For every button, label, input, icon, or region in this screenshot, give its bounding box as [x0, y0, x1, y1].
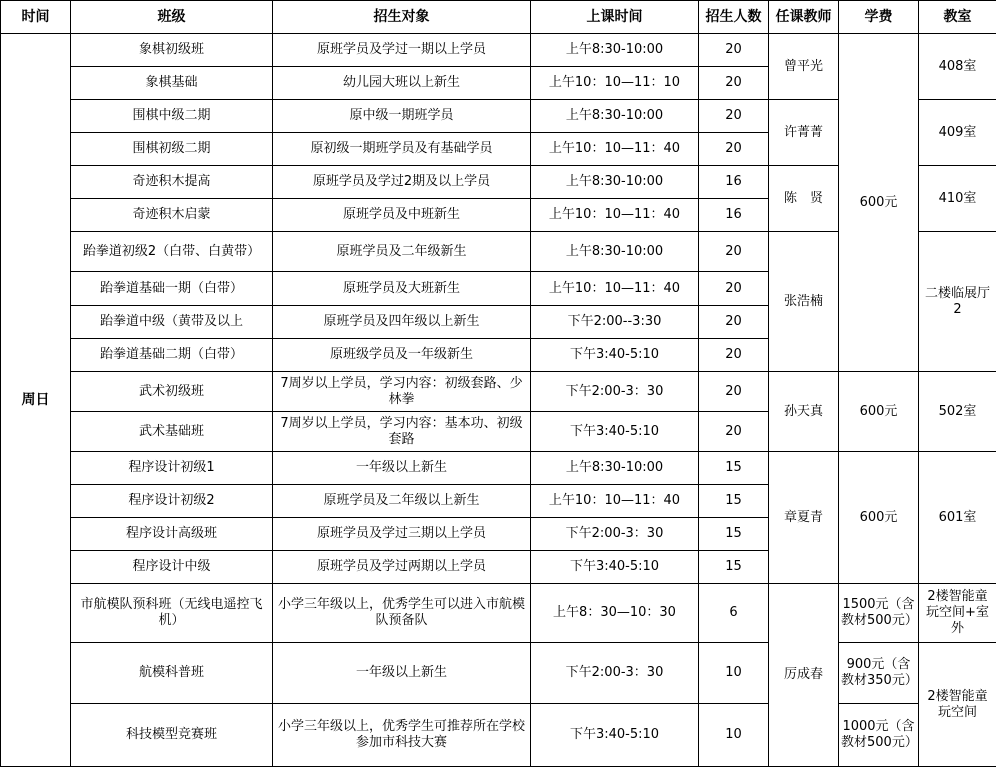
- class-cell: 武术基础班: [71, 412, 273, 452]
- time-cell: 上午8:30-10:00: [531, 166, 699, 199]
- count-cell: 15: [699, 551, 769, 584]
- time-cell: 上午8:30-10:00: [531, 452, 699, 485]
- time-cell: 上午8:30-10:00: [531, 100, 699, 133]
- room-cell: 2楼智能童玩空间+室外: [919, 584, 996, 643]
- target-cell: 原班学员及中班新生: [273, 199, 531, 232]
- class-cell: 科技模型竞赛班: [71, 704, 273, 767]
- time-cell: 上午10：10—11：40: [531, 199, 699, 232]
- header-fee: 学费: [839, 1, 919, 34]
- teacher-cell: 张浩楠: [769, 232, 839, 372]
- target-cell: 一年级以上新生: [273, 643, 531, 704]
- target-cell: 原初级一期班学员及有基础学员: [273, 133, 531, 166]
- time-cell: 下午3:40-5:10: [531, 551, 699, 584]
- header-teacher: 任课教师: [769, 1, 839, 34]
- class-cell: 程序设计初级2: [71, 485, 273, 518]
- target-cell: 7周岁以上学员，学习内容：基本功、初级套路: [273, 412, 531, 452]
- count-cell: 20: [699, 306, 769, 339]
- table-row: [1, 372, 996, 412]
- count-cell: 20: [699, 232, 769, 272]
- count-cell: 15: [699, 485, 769, 518]
- target-cell: 原班学员及四年级以上新生: [273, 306, 531, 339]
- target-cell: 原班学员及二年级以上新生: [273, 485, 531, 518]
- class-cell: 奇迹积木启蒙: [71, 199, 273, 232]
- target-cell: 小学三年级以上，优秀学生可推荐所在学校参加市科技大赛: [273, 704, 531, 767]
- teacher-cell: 孙天真: [769, 372, 839, 452]
- class-cell: 航模科普班: [71, 643, 273, 704]
- table-row: [1, 704, 996, 767]
- count-cell: 20: [699, 34, 769, 67]
- target-cell: 原班学员及学过2期及以上学员: [273, 166, 531, 199]
- header-room: 教室: [919, 1, 996, 34]
- target-cell: 原班级学员及一年级新生: [273, 339, 531, 372]
- teacher-cell: 陈 贤: [769, 166, 839, 232]
- count-cell: 15: [699, 452, 769, 485]
- room-cell: 502室: [919, 372, 996, 452]
- target-cell: 原班学员及学过一期以上学员: [273, 34, 531, 67]
- table-row: [1, 452, 996, 485]
- class-cell: 市航模队预科班（无线电遥控飞机）: [71, 584, 273, 643]
- fee-cell: 600元: [839, 452, 919, 584]
- count-cell: 6: [699, 584, 769, 643]
- time-cell: 上午10：10—11：40: [531, 485, 699, 518]
- class-cell: 奇迹积木提高: [71, 166, 273, 199]
- class-cell: 围棋中级二期: [71, 100, 273, 133]
- time-cell: 下午2:00-3：30: [531, 643, 699, 704]
- header-class-time: 上课时间: [531, 1, 699, 34]
- room-cell: 二楼临展厅2: [919, 232, 996, 372]
- time-cell: 下午2:00-3：30: [531, 518, 699, 551]
- count-cell: 10: [699, 643, 769, 704]
- class-cell: 程序设计中级: [71, 551, 273, 584]
- room-cell: 601室: [919, 452, 996, 584]
- target-cell: 小学三年级以上，优秀学生可以进入市航模队预备队: [273, 584, 531, 643]
- time-cell: 下午3:40-5:10: [531, 412, 699, 452]
- table-row: [1, 34, 996, 67]
- class-cell: 跆拳道基础一期（白带）: [71, 272, 273, 306]
- time-cell: 下午3:40-5:10: [531, 339, 699, 372]
- target-cell: 原班学员及二年级新生: [273, 232, 531, 272]
- count-cell: 16: [699, 199, 769, 232]
- class-cell: 程序设计高级班: [71, 518, 273, 551]
- class-cell: 象棋基础: [71, 67, 273, 100]
- room-cell: 408室: [919, 34, 996, 100]
- count-cell: 20: [699, 133, 769, 166]
- teacher-cell: 曾平光: [769, 34, 839, 100]
- count-cell: 16: [699, 166, 769, 199]
- class-cell: 象棋初级班: [71, 34, 273, 67]
- count-cell: 20: [699, 339, 769, 372]
- time-cell: 上午8:30-10:00: [531, 232, 699, 272]
- header-class: 班级: [71, 1, 273, 34]
- room-cell: 2楼智能童玩空间: [919, 643, 996, 767]
- time-cell: 上午10：10—11：10: [531, 67, 699, 100]
- target-cell: 幼儿园大班以上新生: [273, 67, 531, 100]
- count-cell: 20: [699, 100, 769, 133]
- fee-cell: 1000元（含教材500元）: [839, 704, 919, 767]
- day-cell: 周日: [1, 34, 71, 767]
- target-cell: 原中级一期班学员: [273, 100, 531, 133]
- header-target: 招生对象: [273, 1, 531, 34]
- room-cell: 410室: [919, 166, 996, 232]
- target-cell: 一年级以上新生: [273, 452, 531, 485]
- fee-cell: 600元: [839, 372, 919, 452]
- target-cell: 原班学员及学过两期以上学员: [273, 551, 531, 584]
- target-cell: 7周岁以上学员，学习内容：初级套路、少林拳: [273, 372, 531, 412]
- teacher-cell: 章夏青: [769, 452, 839, 584]
- count-cell: 10: [699, 704, 769, 767]
- count-cell: 20: [699, 412, 769, 452]
- header-time: 时间: [1, 1, 71, 34]
- table-row: [1, 584, 996, 643]
- fee-cell: 600元: [839, 34, 919, 372]
- fee-cell: 900元（含教材350元）: [839, 643, 919, 704]
- class-cell: 跆拳道初级2（白带、白黄带）: [71, 232, 273, 272]
- time-cell: 上午10：10—11：40: [531, 272, 699, 306]
- count-cell: 20: [699, 67, 769, 100]
- class-cell: 武术初级班: [71, 372, 273, 412]
- time-cell: 下午2:00--3:30: [531, 306, 699, 339]
- count-cell: 15: [699, 518, 769, 551]
- class-cell: 围棋初级二期: [71, 133, 273, 166]
- count-cell: 20: [699, 272, 769, 306]
- room-cell: 409室: [919, 100, 996, 166]
- class-cell: 程序设计初级1: [71, 452, 273, 485]
- time-cell: 下午2:00-3：30: [531, 372, 699, 412]
- time-cell: 上午8：30—10：30: [531, 584, 699, 643]
- class-cell: 跆拳道中级（黄带及以上: [71, 306, 273, 339]
- target-cell: 原班学员及学过三期以上学员: [273, 518, 531, 551]
- teacher-cell: 厉成春: [769, 584, 839, 767]
- teacher-cell: 许菁菁: [769, 100, 839, 166]
- time-cell: 上午8:30-10:00: [531, 34, 699, 67]
- fee-cell: 1500元（含教材500元）: [839, 584, 919, 643]
- target-cell: 原班学员及大班新生: [273, 272, 531, 306]
- count-cell: 20: [699, 372, 769, 412]
- time-cell: 下午3:40-5:10: [531, 704, 699, 767]
- header-count: 招生人数: [699, 1, 769, 34]
- header-row: [1, 1, 996, 34]
- table-row: [1, 643, 996, 704]
- time-cell: 上午10：10—11：40: [531, 133, 699, 166]
- class-cell: 跆拳道基础二期（白带）: [71, 339, 273, 372]
